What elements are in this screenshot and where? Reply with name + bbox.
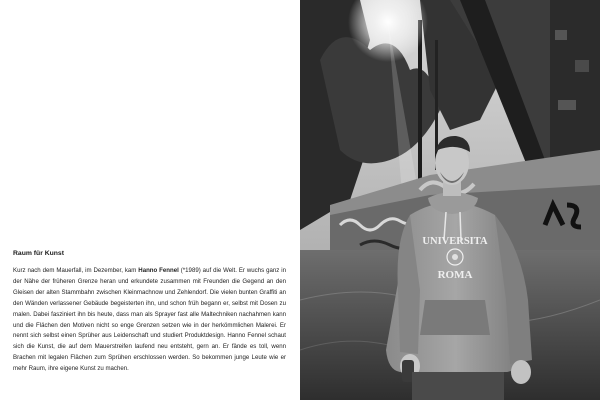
article-heading: Raum für Kunst <box>13 250 64 257</box>
person-name: Hanno Fennel <box>138 267 179 274</box>
article-body <box>13 266 286 375</box>
hoodie-print-bottom: ROMA <box>437 269 473 281</box>
hoodie-print-top: UNIVERSITA <box>422 236 488 247</box>
body-intro: Kurz nach dem Mauerfall, im Dezember, kam <box>13 267 139 274</box>
body-rest: (*1989) auf die Welt. Er wuchs ganz in der Nähe der früheren Grenze heran und erkundete zusammen mit Freunden die Gegend an den Gleisen der alten Stammbahn zwischen Kleinmachnow und Zehlendorf. Die vielen bunten Graffiti an den Wänden verlassener Gebäude begeisterten ihn, und schon früh begann er, selbst mit Dosen zu malen. Dabei fasziniert ihn bis heute, dass man als Sprayer fast alle Maltechniken nachahmen kann und die Flächen den Motiven nicht so enge Grenzen setzen wie in der herkömmlichen Malerei. Er nennt sich selbst einen Sprüher aus Leidenschaft und studiert Produktdesign. Hanno Fennel schaut sich die Kunst, die auf dem Mauerstreifen laufend neu entsteht, gern an. Er fände es toll, wenn Brachen mit legalen Flächen zum Sprühen erschlossen werden. So bekommen junge Leute wie er mehr Raum, ihre eigene Kunst zu machen. <box>13 267 286 373</box>
portrait-photo <box>300 0 600 400</box>
article-text-block <box>13 250 286 375</box>
